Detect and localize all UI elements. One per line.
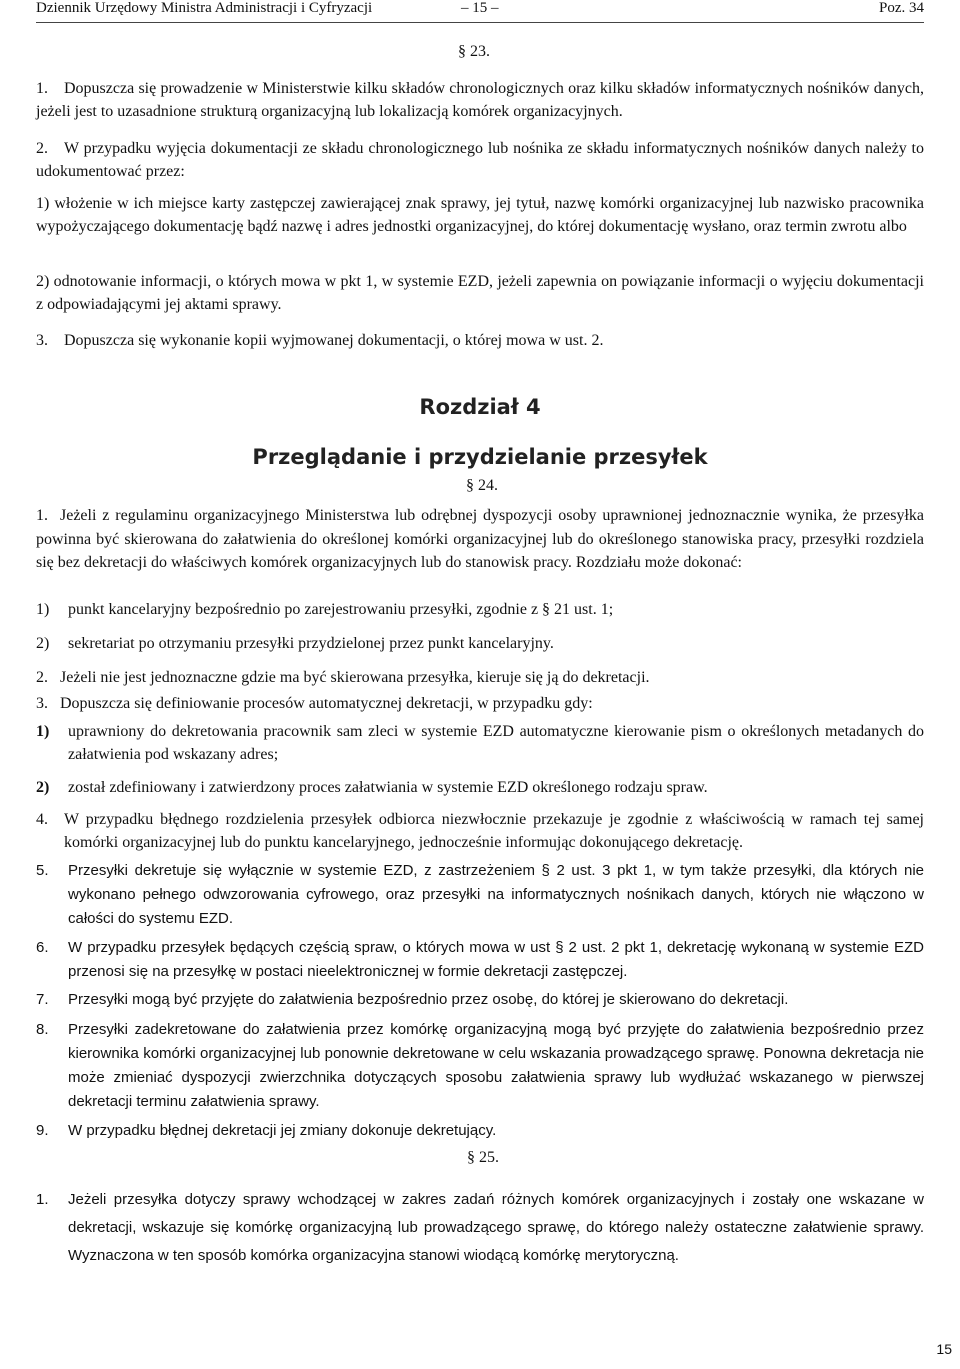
s24-item-3-1: [36, 720, 924, 766]
s24-item-3-2: [36, 776, 924, 799]
paragraph-text: Przesyłki dekretuje się wyłącznie w systemie EZD, z zastrzeżeniem § 2 ust. 3 pkt 1, w tym także przesyłki, dla których nie wykonano pełnego odwzorowania cyfrowego, oraz przesyłki na informatycznych nośnikach danych, których nie włączono w całości do systemu EZD.: [68, 862, 924, 927]
s24-paragraph-8: [36, 1018, 924, 1114]
chapter-title: Rozdział 4: [419, 395, 541, 419]
s24-paragraph-1: [36, 504, 924, 575]
item-number: 2): [36, 779, 50, 796]
paragraph-number: 1.: [36, 507, 48, 524]
paragraph-number: 2.: [36, 140, 48, 157]
chapter-subtitle: Przeglądanie i przydzielanie przesyłek: [252, 445, 708, 469]
s23-item-2: [36, 270, 924, 316]
s24-paragraph-6: [36, 936, 924, 984]
paragraph-number: 7.: [36, 991, 49, 1008]
s23-paragraph-1: [36, 77, 924, 123]
paragraph-text: Dopuszcza się prowadzenie w Ministerstwie kilku składów chronologicznych oraz kilku składów informatycznych nośników danych, jeżeli jest to uzasadnione strukturą organizacyjną lub lokalizacją komórek organizacyjnych.: [36, 80, 924, 120]
page-header: [36, 0, 924, 23]
page-number: 15: [936, 1341, 952, 1357]
item-number: 1): [36, 723, 50, 740]
position-number: Poz. 34: [879, 0, 924, 16]
paragraph-text: Jeżeli przesyłka dotyczy sprawy wchodzącej w zakres zadań różnych komórek organizacyjnych i zostały one wskazane w dekretacji, wskazuje się komórkę organizacyjną lub prowadzącego sprawę, do którego należy ostateczne załatwienie sprawy. Wyznaczona w ten sposób komórka organizacyjna stanowi wiodącą komórkę merytoryczną.: [68, 1191, 924, 1264]
s24-paragraph-7: [36, 988, 924, 1012]
paragraph-text: W przypadku błędnej dekretacji jej zmiany dokonuje dekretujący.: [68, 1122, 497, 1139]
paragraph-text: Przesyłki mogą być przyjęte do załatwienia bezpośrednio przez osobę, do której je skierowano do dekretacji.: [68, 991, 789, 1008]
section-23-title: § 23.: [458, 43, 490, 60]
paragraph-text: Przesyłki zadekretowane do załatwienia przez komórkę organizacyjną mogą być przyjęte do załatwienia bezpośrednio przez kierownika komórki organizacyjnej lub ponownie dekretowane w celu wskazania prowadzącego sprawę. Ponowna dekretacja nie może zmieniać dyspozycji zwierzchnika dotyczących sposobu załatwienia sprawy lub wydłużać wskazanego w pierwszej dekretacji terminu załatwienia sprawy.: [68, 1021, 924, 1110]
item-text: sekretariat po otrzymaniu przesyłki przydzielonej przez punkt kancelaryjny.: [68, 635, 554, 652]
paragraph-text: Dopuszcza się wykonanie kopii wyjmowanej dokumentacji, o której mowa w ust. 2.: [64, 332, 604, 349]
s24-item-1-2: [36, 632, 924, 655]
paragraph-text: Dopuszcza się definiowanie procesów automatycznej dekretacji, w przypadku gdy:: [60, 695, 593, 712]
item-number: 2): [36, 635, 50, 652]
item-number: 2): [36, 273, 50, 290]
s24-paragraph-3: [36, 692, 924, 715]
paragraph-number: 3.: [36, 332, 48, 349]
paragraph-text: W przypadku przesyłek będących częścią spraw, o których mowa w ust § 2 ust. 2 pkt 1, dekretację wykonaną w systemie EZD przenosi się na przesyłkę w postaci nieelektronicznej w formie dekretacji zastępczej.: [68, 939, 924, 980]
section-25-title: § 25.: [467, 1149, 499, 1166]
paragraph-number: 3.: [36, 695, 48, 712]
item-text: punkt kancelaryjny bezpośrednio po zarejestrowaniu przesyłki, zgodnie z § 21 ust. 1;: [68, 601, 614, 618]
paragraph-number: 8.: [36, 1021, 49, 1038]
s24-paragraph-5: [36, 859, 924, 931]
paragraph-number: 1.: [36, 1191, 49, 1208]
section-24-title: § 24.: [466, 477, 498, 494]
s24-item-1-1: [36, 598, 924, 621]
s23-paragraph-3: [36, 329, 924, 352]
item-text: uprawniony do dekretowania pracownik sam zleci w systemie EZD automatyczne kierowanie pism o określonych metadanych do załatwienia pod wskazany adres;: [68, 723, 924, 763]
paragraph-text: Jeżeli nie jest jednoznaczne gdzie ma być skierowana przesyłka, kieruje się ją do dekretacji.: [60, 669, 650, 686]
s24-paragraph-2: [36, 666, 924, 689]
paragraph-number: 4.: [36, 811, 48, 828]
item-text: włożenie w ich miejsce karty zastępczej zawierającej znak sprawy, jej tytuł, nazwę komórki organizacyjnej lub nazwisko pracownika wypożyczającego dokumentację bądź nazwę i adres jednostki organizacyjnej, do której dokumentację wysłano, oraz termin zwrotu albo: [36, 195, 925, 235]
item-number: 1): [36, 601, 50, 618]
paragraph-text: W przypadku błędnego rozdzielenia przesyłek odbiorca niezwłocznie przekazuje je zgodnie z właściwością w ramach tej samej komórki organizacyjnej lub do punktu kancelaryjnego, jednocześnie informując dokonującego dekretację.: [64, 811, 924, 851]
s23-paragraph-2: [36, 137, 924, 183]
s23-item-1: [36, 192, 924, 238]
paragraph-text: Jeżeli z regulaminu organizacyjnego Ministerstwa lub odrębnej dyspozycji osoby uprawnionej jednoznacznie wynika, że przesyłka powinna być skierowana do załatwienia do określonej komórki organizacyjnej lub do określonego stanowiska pracy, przesyłki rozdziela się bez dekretacji do właściwych komórek organizacyjnych lub do stanowisk pracy. Rozdziału może dokonać:: [36, 507, 924, 571]
paragraph-number: 9.: [36, 1122, 49, 1139]
paragraph-number: 1.: [36, 80, 48, 97]
s25-paragraph-1: [36, 1186, 924, 1270]
item-text: został zdefiniowany i zatwierdzony proces załatwiania w systemie EZD określonego rodzaju spraw.: [68, 779, 708, 796]
paragraph-text: W przypadku wyjęcia dokumentacji ze składu chronologicznego lub nośnika ze składu informatycznych nośników danych należy to udokumentować przez:: [36, 140, 924, 180]
paragraph-number: 5.: [36, 862, 49, 879]
paragraph-number: 6.: [36, 939, 49, 956]
s24-paragraph-4: [36, 808, 924, 854]
journal-title: Dziennik Urzędowy Ministra Administracji i Cyfryzacji: [36, 0, 373, 16]
s24-paragraph-9: [36, 1119, 924, 1143]
item-number: 1): [36, 195, 50, 212]
paragraph-number: 2.: [36, 669, 48, 686]
page-marker: – 15 –: [461, 0, 499, 16]
item-text: odnotowanie informacji, o których mowa w pkt 1, w systemie EZD, jeżeli zapewnia on powiązanie informacji o wyjęciu dokumentacji z odpowiadającymi jej aktami sprawy.: [36, 273, 925, 313]
